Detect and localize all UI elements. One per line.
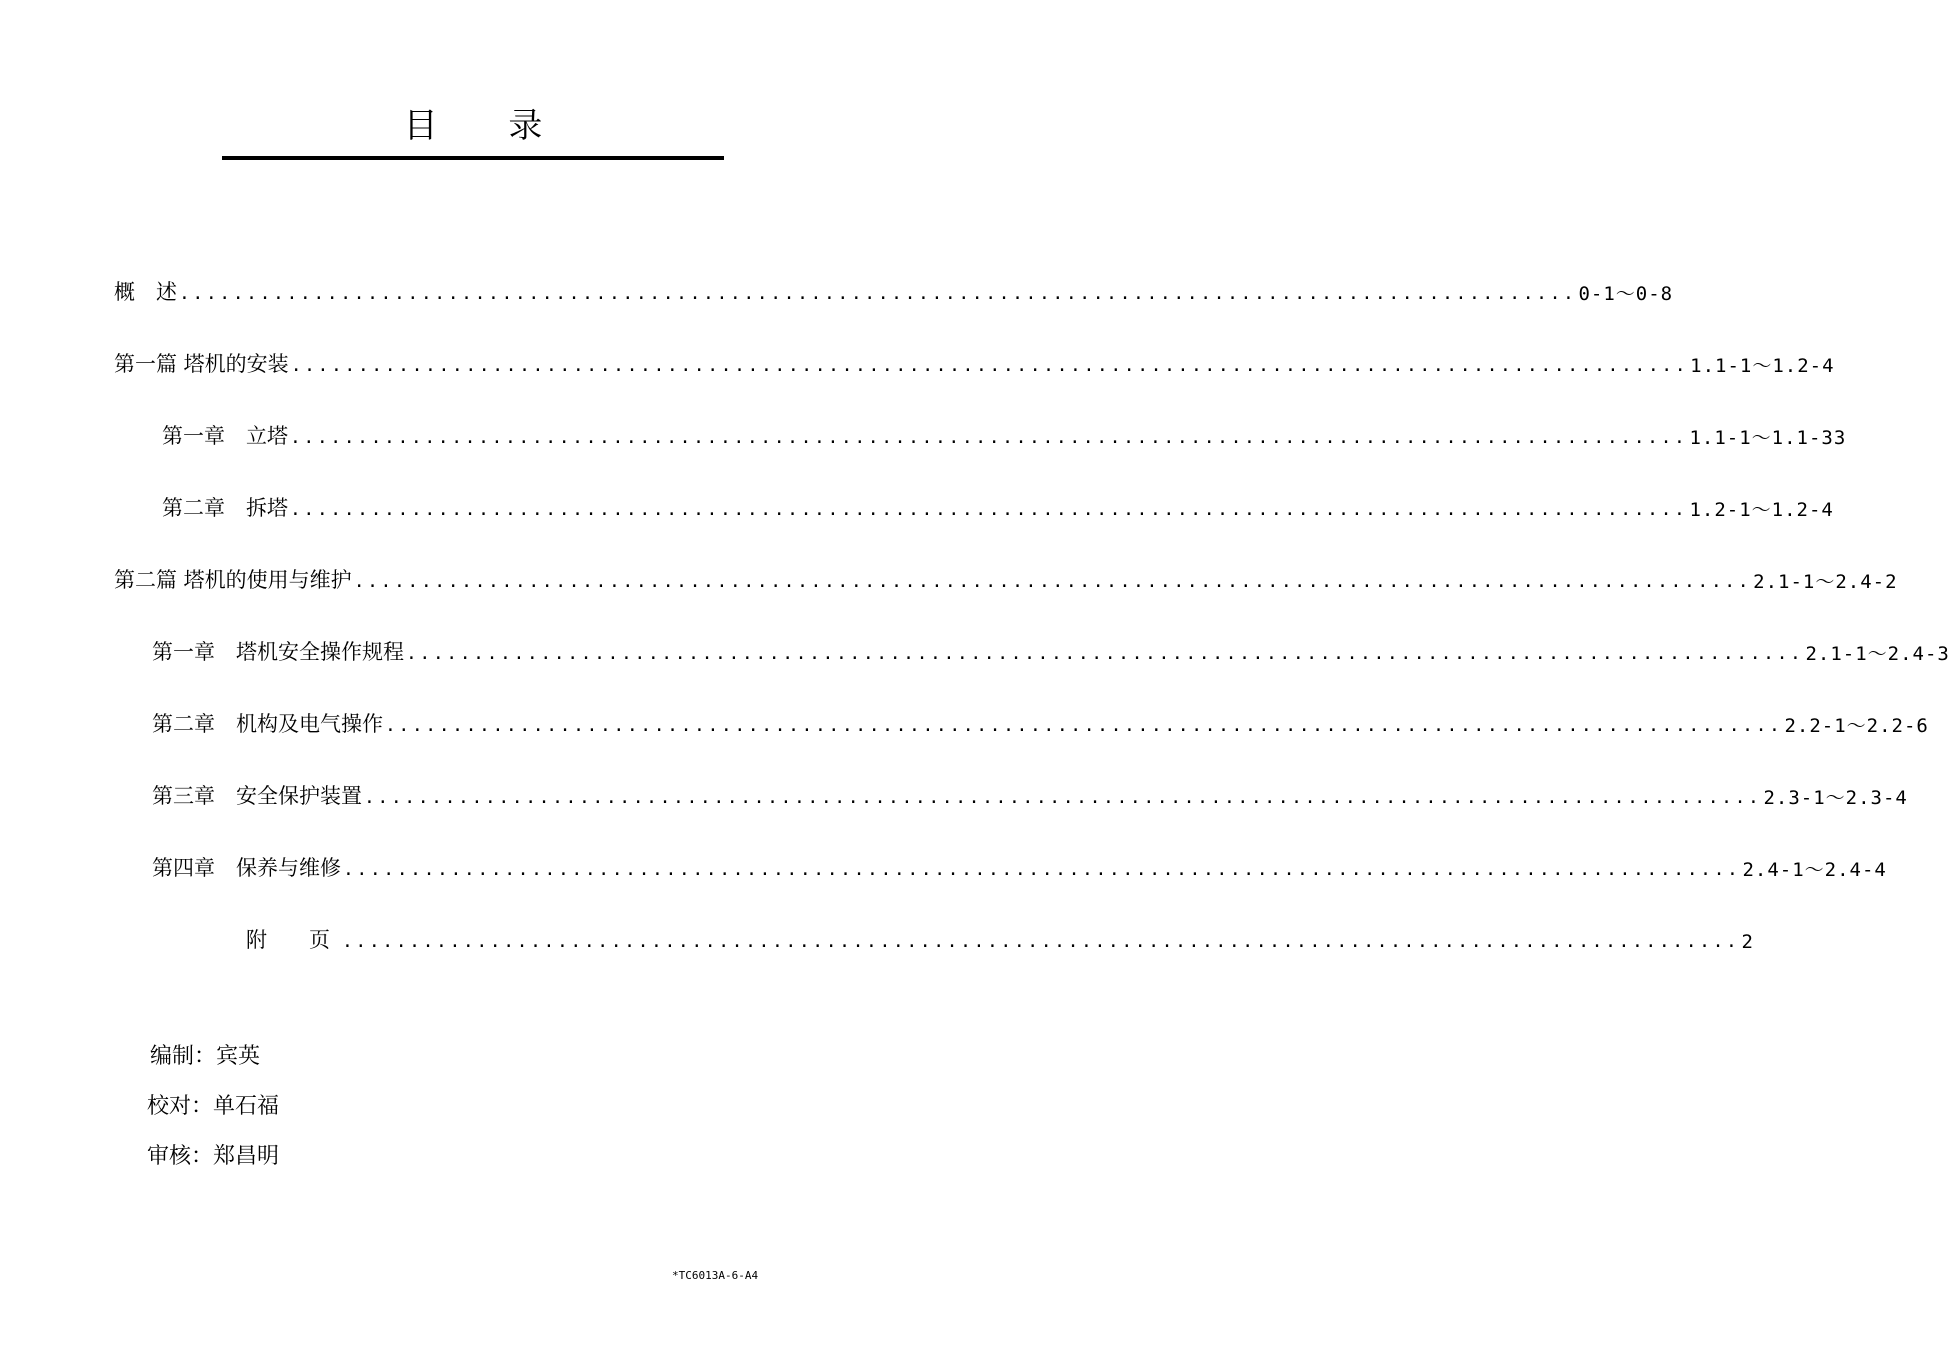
toc-entry-part-2[interactable] xyxy=(114,566,1898,594)
toc-leader-dots: ........................................................................................................ xyxy=(353,571,1752,592)
toc-entry-pages: 2.3-1～2.3-4 xyxy=(1763,787,1908,809)
toc-leader-dots: ........................................................................................................ xyxy=(179,283,1577,304)
toc-entry-label: 第一章 塔机安全操作规程 xyxy=(152,640,404,664)
toc-leader-dots: ........................................................................................................ xyxy=(343,859,1741,880)
page-title: 目 录 xyxy=(403,106,573,146)
toc-entry-pages: 2.2-1～2.2-6 xyxy=(1784,715,1929,737)
toc-entry-pages: 2.1-1～2.4-2 xyxy=(1753,571,1898,593)
toc-leader-dots: ........................................................................................................ xyxy=(364,787,1762,808)
toc-leader-dots: ........................................................................................................ xyxy=(342,931,1740,952)
toc-entry-label: 第二章 机构及电气操作 xyxy=(152,712,383,736)
toc-entry-label: 第一篇 塔机的安装 xyxy=(114,352,289,376)
toc-entry-pages: 1.2-1～1.2-4 xyxy=(1689,499,1834,521)
toc-entry-part-1[interactable] xyxy=(114,350,1835,378)
toc-entry-overview[interactable] xyxy=(114,278,1674,306)
toc-entry-part-1-chapter-1[interactable] xyxy=(162,422,1847,450)
toc-entry-pages: 1.1-1～1.2-4 xyxy=(1690,355,1835,377)
toc-entry-pages: 1.1-1～1.1-33 xyxy=(1689,427,1847,449)
title-underline xyxy=(222,156,724,160)
toc-leader-dots: ........................................................................................................ xyxy=(290,427,1688,448)
toc-leader-dots: ........................................................................................................ xyxy=(406,643,1804,664)
toc-entry-pages: 0-1～0-8 xyxy=(1578,283,1674,305)
toc-entry-part-2-chapter-3[interactable] xyxy=(152,782,1908,810)
toc-entry-label: 附 页 xyxy=(246,928,330,952)
toc-entry-label: 第二篇 塔机的使用与维护 xyxy=(114,568,352,592)
toc-entry-label: 第三章 安全保护装置 xyxy=(152,784,362,808)
toc-leader-dots: ........................................................................................................ xyxy=(290,499,1688,520)
toc-entry-part-2-chapter-2[interactable] xyxy=(152,710,1929,738)
toc-leader-dots: ........................................................................................................ xyxy=(290,355,1689,376)
toc-entry-label: 第一章 立塔 xyxy=(162,424,288,448)
credit-editor: 编制：宾英 xyxy=(150,1044,261,1069)
toc-entry-part-2-chapter-1[interactable] xyxy=(152,638,1950,666)
document-code: *TC6013A-6-A4 xyxy=(672,1269,759,1282)
toc-entry-pages: 2.4-1～2.4-4 xyxy=(1742,859,1887,881)
toc-entry-part-1-chapter-2[interactable] xyxy=(162,494,1834,522)
credit-reviewer: 审核：郑昌明 xyxy=(147,1144,280,1169)
toc-leader-dots: ........................................................................................................ xyxy=(385,715,1783,736)
toc-entry-pages: 2.1-1～2.4-3 xyxy=(1805,643,1950,665)
toc-entry-label: 第二章 拆塔 xyxy=(162,496,288,520)
credit-proofreader: 校对：单石福 xyxy=(147,1094,280,1119)
toc-entry-appendix[interactable] xyxy=(246,926,1754,954)
toc-entry-part-2-chapter-4[interactable] xyxy=(152,854,1887,882)
toc-entry-pages: 2 xyxy=(1741,931,1754,953)
toc-entry-label: 第四章 保养与维修 xyxy=(152,856,341,880)
toc-entry-label: 概 述 xyxy=(114,280,177,304)
